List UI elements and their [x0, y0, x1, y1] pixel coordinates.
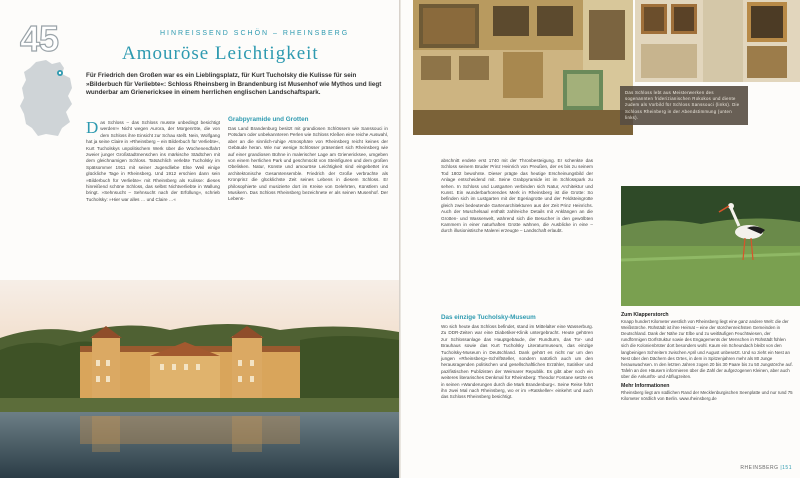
right-page [401, 0, 800, 478]
info-box [621, 312, 793, 405]
body-text: Wo sich heute das Schloss befindet, stand im Mittelalter eine Wasserburg. Zu DDR-Zeiten war eine Diabetiker-Klinik untergebracht. Heute gehören zur Schlossanlage das Hauptgebäude, der Rundturm, das Tor- und Brauhaus sowie das Kurt Tucholsky Literaturmuseum, das einzige Tucholsky-Museum in Deutschland. Dank gehört es nicht nur um den jungen »Rheinsberg«-Schriftsteller, sondern natürlich auch um den herausragenden politischen und gesellschaftlichen Erzähler, Satiriker und pazifistischen Publizisten der Weimarer Republik. Es gibt aber noch ein weiteres literarisches Denkmal für Rheinsberg: Theodor Fontane setzte es in seinen »Wanderungen durch die Mark Brandenburg«. Seine Reise führt ihn zwei Mal nach Rheinsberg, wo er im »Ratskeller« einkehrt und auch das Schloss Rheinsberg besichtigt. [441, 324, 593, 400]
left-column-2 [228, 116, 388, 203]
body-text: as Schloss – das Schloss musste unbedingt besichtigt werden!« Nicht wegen Aurora, der Morgenröte, die von dem Schloss ihre Einsicht zur Schau stellt. Nein, Wolfgang hat ja seine Claire in »Rheinsberg – ein Bilderbuch für Verliebte«, Kurt Tucholskys unpolitischem Werk über die Wochenendfahrt zweier junger Großstadtmenschen ins märkische Städtchen mit dem gleichnamigen Schloss. Tatsächlich verlebte Tucholsky im Spätsommer 1911 mit seiner Jugendliebe Else Weil einige glückliche Tage in Rheinsberg. Und 1912 erschien dann sein »Bilderbuch für Verliebte« mit Rheinsberg als Kulisse: dieses hinreißend schöne Schloss, das selbst Nichtverliebte in Wallung bringt. »Sehnsucht – Sehnsucht nach der Erfüllung«, schrieb Tucholsky: »Hier war alles … und Claire …« [86, 120, 220, 202]
headline: Amouröse Leichtigkeit [122, 43, 319, 64]
right-column-2 [441, 314, 593, 401]
footer-label: RHEINSBERG [740, 465, 779, 471]
subheading: Grabpyramide und Grotten [228, 116, 309, 123]
info-heading: Zum Klapperstorch [621, 312, 669, 318]
stork-meadow-photo [621, 186, 800, 306]
footer-page-number: |151 [780, 465, 792, 471]
kicker: HINREISSEND SCHÖN – RHEINSBERG [160, 30, 350, 37]
photo-caption: Das Schloss lebt aus Meisterwerken des sogenannten friderizianischen Rokokos und diente zudem als Vorbild für Schloss Sanssouci (links). Die Schloss Rheinberg in der Abendstimmung (unten links). [620, 86, 748, 125]
info-text: Knapp hundert Kilometer westlich von Rheinsberg liegt eine ganz andere Welt: die der Weißstörche. Rühstädt ist ihre Heimat – eine der storchenreichsten Gemeinden in Deutschland. Dank der Nähe zur Elbe und zu weitläufigen Feuchtwiesen, der rundförmigen Dorfstruktur sowie des Engagements der Menschen in Rühstädt fühlen sich die Kolonienbrüter dort besonders wohl. Kaum ein Scheundach bleibt von den langbeinigen Schreitern zwischen April und August unbesetzt. Und so zieht ein Nest an Nest über den Dächern des Ortes, in dem in Spitzenjahren mehr als 80 Junge herauswachsen. In den letzten Jahren zogen 20 bis 30 Paare bis zu 50 Jungstörche auf. Tafeln an den Häusern informieren über die Zahl der aufgezogenen Kleinen, aber auch über die Ankunfts- und Abflugzeiten. [621, 319, 793, 379]
page-number: 45 [20, 18, 59, 59]
interior-room-photo [413, 0, 633, 135]
body-text: abschnitt endete erst 1740 mit der Thronbesteigung. Er schenkte das Schloss seinem Bruder Prinz Heinrich von Preußen, der es bis zu seinem Tod 1802 bewohnte. Dieser prägte das heutige Erscheinungsbild der Anlage entscheidend mit. Seine Grabpyramide ist im Schlosspark zu sehen. In Schloss und Lustgarten verbinden sich Natur, Architektur und Kunst. Ein wunderbarhorendes Merk in Rheinsberg ist die Grotte: So befinden sich im Lustgarten mit der Egeriagrotte und der Feldsteingrotte gleich zwei bedeutende Gartenarchitekturen aus der Zeit Prinz Heinrichs. Auch der Muschelsaal enthält zahlreiche Details mit Anklängen an die Grotten- und Wasserwelt, während sich die Besucher in den gewölbten Kammern in einer naturhaften Grotte wähnen, die Ausblicke in eine – durch illusionistische Malerei erzeugte – Landschaft erlaubt. [441, 158, 593, 234]
page-footer [740, 465, 792, 471]
right-column-1 [441, 158, 593, 235]
portrait-wall-photo [635, 0, 800, 82]
info-heading: Mehr Informationen [621, 383, 670, 390]
intro-text: Für Friedrich den Großen war es ein Lieblingsplatz, für Kurt Tucholsky die Kulisse für sein »Bilderbuch für Verliebte«: Schloss Rheinsberg in Brandenburg ist Musenhof wie Mythos und liegt wunderbar am Grienericksee in einem herrlichen englischen Landschaftspark. [86, 72, 382, 97]
left-page [0, 0, 399, 478]
castle-lake-photo [0, 280, 399, 478]
subheading: Das einzige Tucholsky-Museum [441, 314, 536, 321]
left-column-1 [86, 120, 220, 203]
body-text: Das Land Brandenburg besitzt mit grandiosen Schlössern wie Sanssouci in Potsdam oder unbekannteren Perlen wie Schloss Kleßen eine reiche Auswahl, aber an die sinnlich-ruhige Atmosphäre von Rheinsberg reicht keines der Gebäude heran. Wie nur wenige Schlösser präsentiert sich Rheinsberg wie auf einer grandiosen Bühne in malerischer Lage am Grienericksee, umgeben von einem herrlichen Park und geschmückt von Steinfiguren und dem großen Obelisken. Natur, Künste und amouröse Leichtigkeit sind eingebettet ins architektonische Gesamtensemble. Friedrich der Große verbrachte als Kronprinz die glücklichste Zeit seines Lebens in diesem Schloss. Er philosophierte und musizierte dort im Kreise von Gelehrten, Künstlern und Musikern. Das Schloss Rheinsberg bezeichnete er als seinen Musenhof. Der Lebens- [228, 126, 388, 202]
germany-map-icon [16, 58, 78, 138]
info-text: Rheinsberg liegt am südlichen Rand der Mecklenburgischen Seenplatte und nur rund 75 Kilometer nördlich von Berlin. www.rheinsberg.de [621, 390, 793, 402]
drop-cap: D [86, 118, 99, 137]
